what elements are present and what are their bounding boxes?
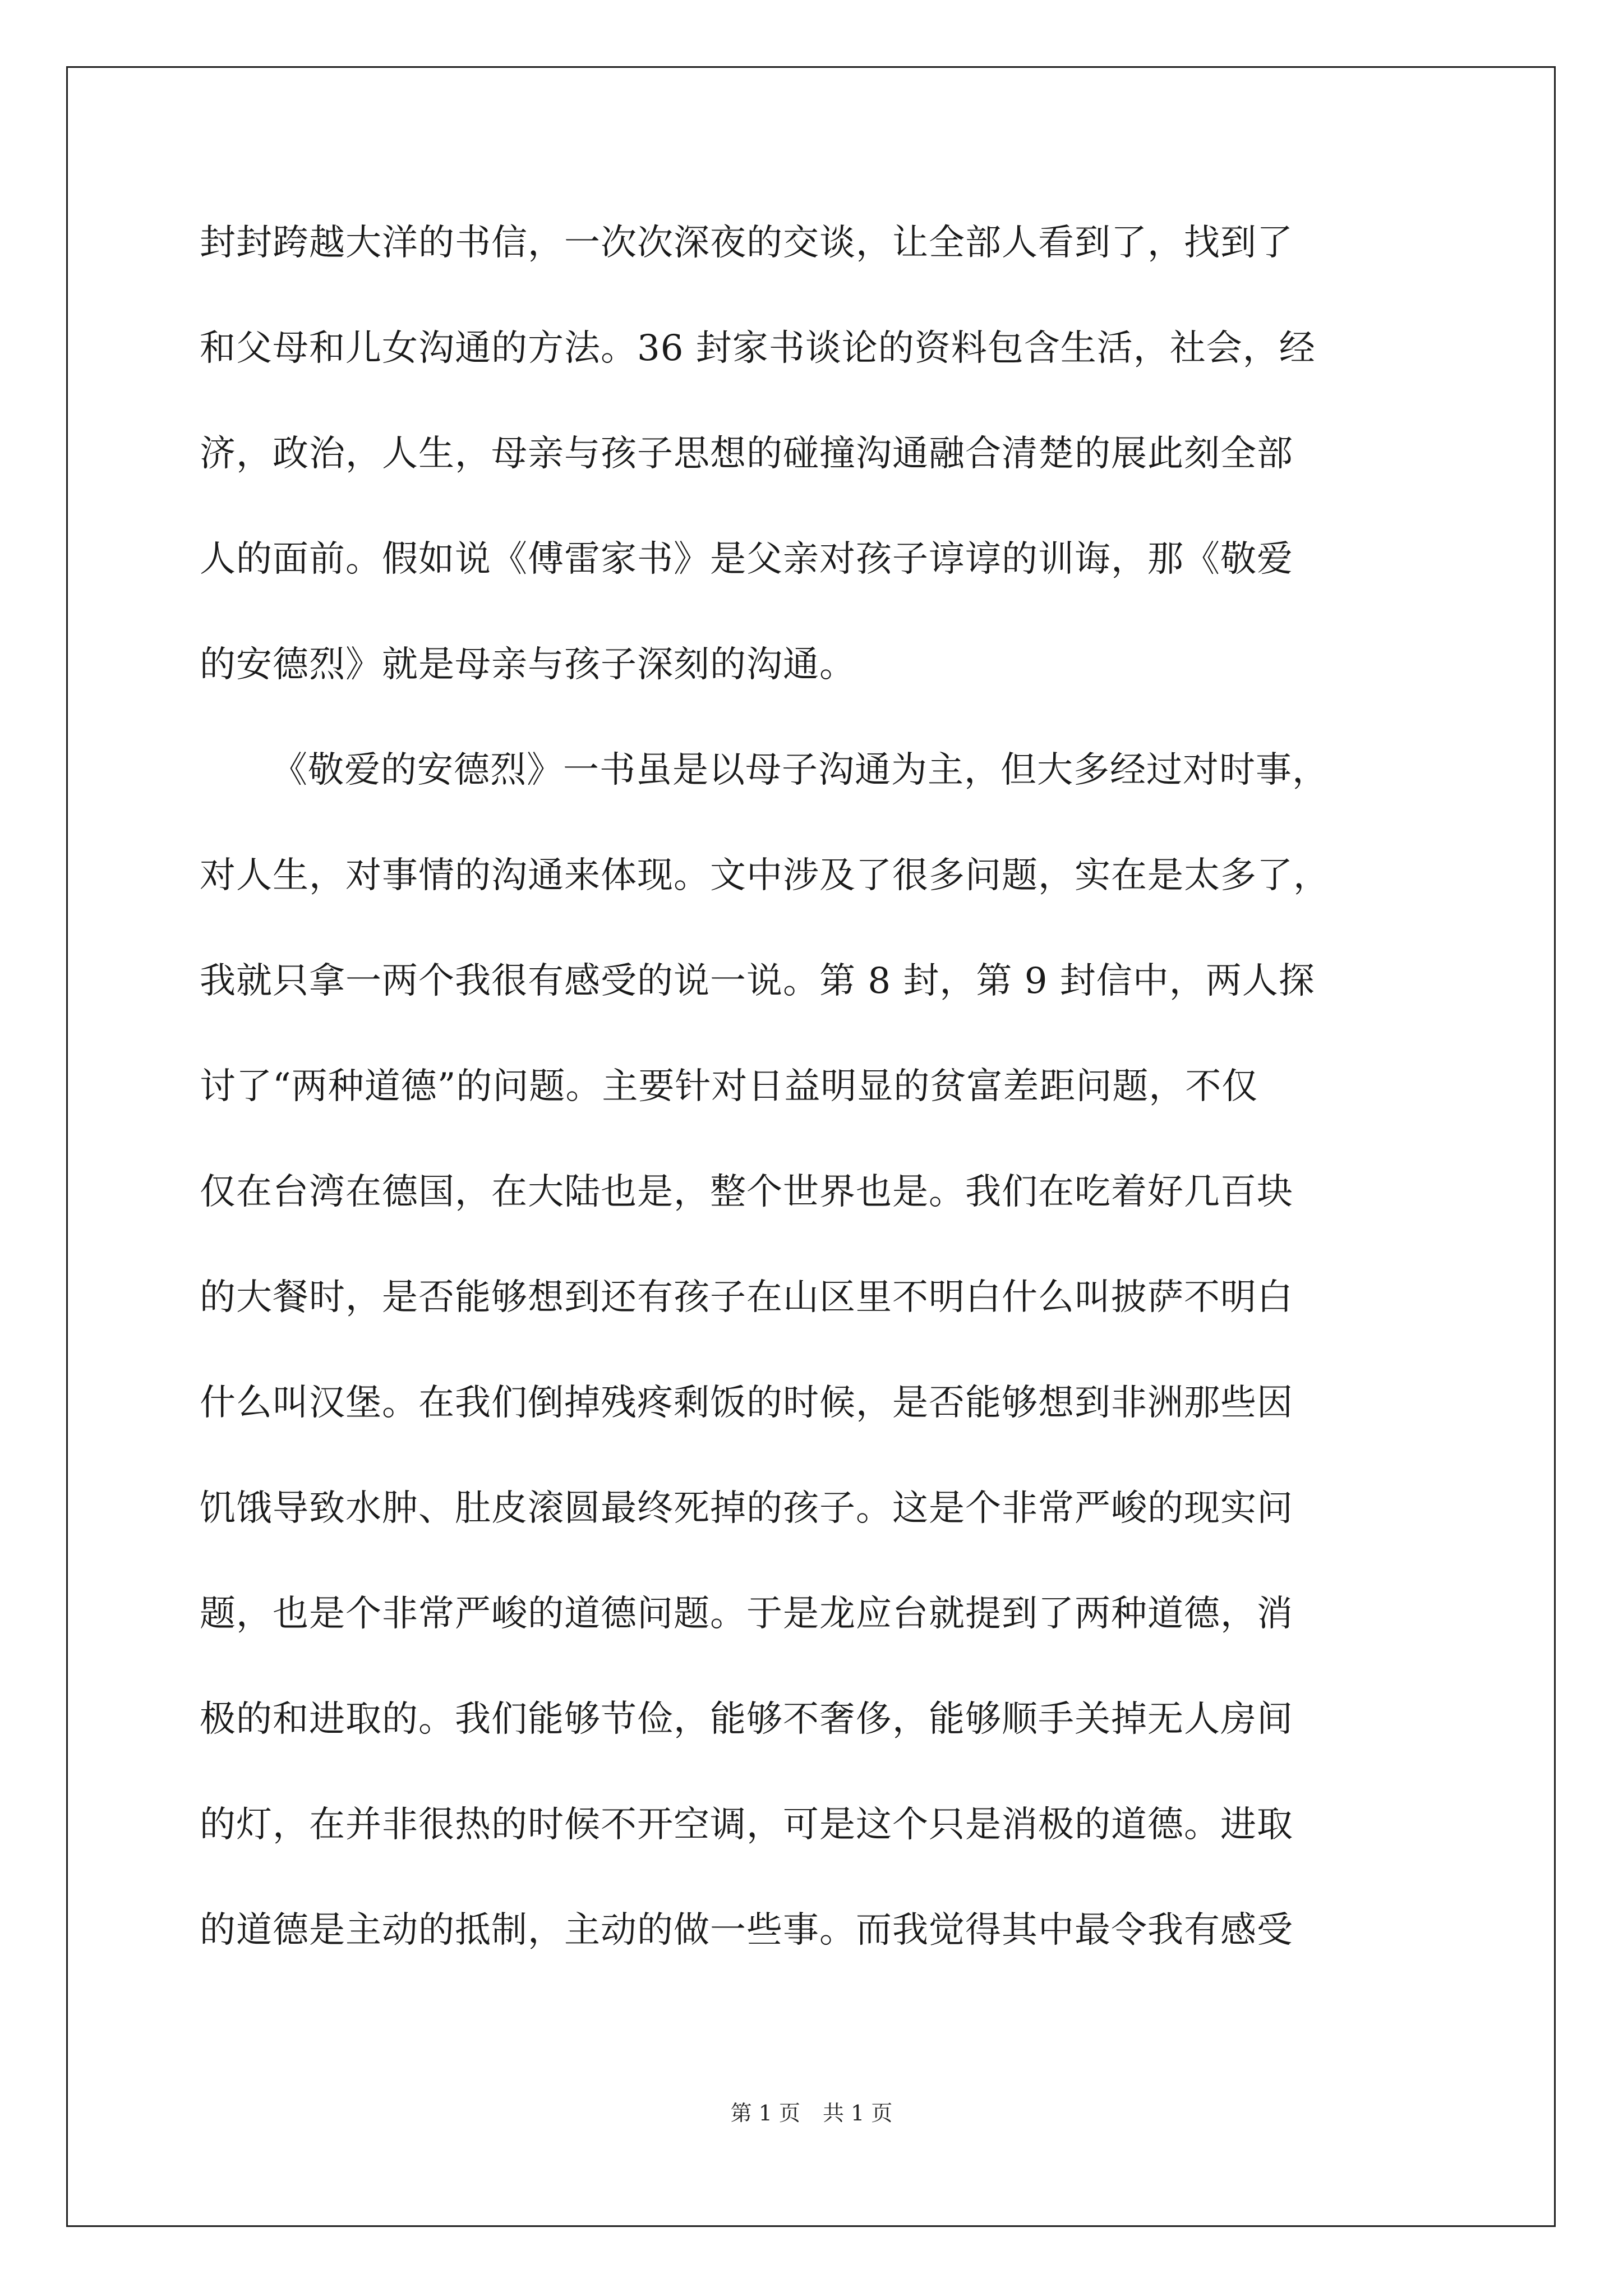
text-line: 讨了“两种道德”的问题。主要针对日益明显的贫富差距问题，不仅 <box>200 1066 1258 1107</box>
text-line: 仅在台湾在德国，在大陆也是，整个世界也是。我们在吃着好几百块 <box>200 1171 1293 1213</box>
text-line: 封封跨越大洋的书信，一次次深夜的交谈，让全部人看到了，找到了 <box>200 222 1293 264</box>
text-line: 济，政治，人生，母亲与孩子思想的碰撞沟通融合清楚的展此刻全部 <box>200 433 1293 475</box>
text-line: 和父母和儿女沟通的方法。36 封家书谈论的资料包含生活，社会，经 <box>200 328 1316 369</box>
page-number-total: 共 1 页 <box>823 2101 893 2125</box>
text-line: 的灯，在并非很热的时候不开空调，可是这个只是消极的道德。进取 <box>200 1804 1293 1846</box>
text-line: 什么叫汉堡。在我们倒掉残疼剩饭的时候，是否能够想到非洲那些因 <box>200 1382 1293 1424</box>
text-line: 的安德烈》就是母亲与孩子深刻的沟通。 <box>200 644 856 685</box>
text-line: 题，也是个非常严峻的道德问题。于是龙应台就提到了两种道德，消 <box>200 1593 1293 1635</box>
text-line: 对人生，对事情的沟通来体现。文中涉及了很多问题，实在是太多了， <box>200 855 1330 896</box>
document-body <box>200 212 1433 2005</box>
page-number-current: 第 1 页 <box>730 2101 800 2125</box>
text-line: 我就只拿一两个我很有感受的说一说。第 8 封，第 9 封信中，两人探 <box>200 960 1315 1002</box>
text-line: 的大餐时，是否能够想到还有孩子在山区里不明白什么叫披萨不明白 <box>200 1277 1293 1318</box>
text-line: 的道德是主动的抵制，主动的做一些事。而我觉得其中最令我有感受 <box>200 1910 1293 1951</box>
text-line: 极的和进取的。我们能够节俭，能够不奢侈，能够顺手关掉无人房间 <box>200 1699 1293 1740</box>
page-footer <box>0 2099 1623 2127</box>
text-line: 人的面前。假如说《傅雷家书》是父亲对孩子谆谆的训诲，那《敬爱 <box>200 539 1293 580</box>
text-line: 饥饿导致水肿、肚皮滚圆最终死掉的孩子。这是个非常严峻的现实问 <box>200 1488 1293 1529</box>
paragraph-start-line: 《敬爱的安德烈》一书虽是以母子沟通为主，但大多经过对时事， <box>271 749 1329 791</box>
